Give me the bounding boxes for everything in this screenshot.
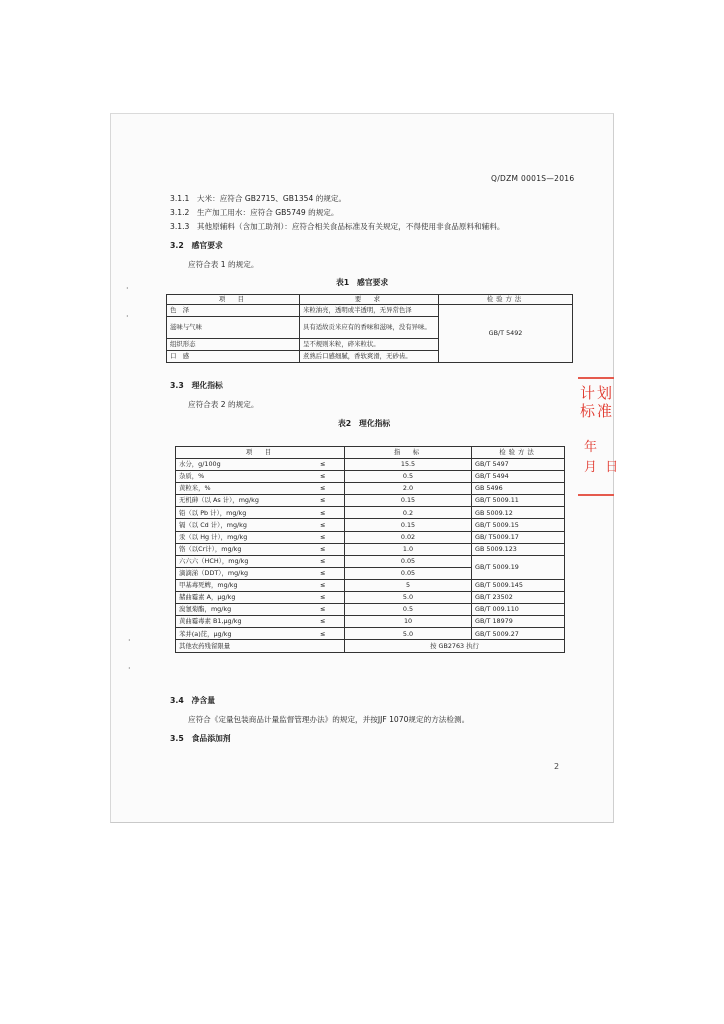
table-cell: GB/T 5009.145: [472, 579, 565, 591]
table-cell: 5: [345, 579, 472, 591]
table-cell: ≤: [302, 592, 345, 604]
document-code: Q/DZM 0001S—2016: [491, 174, 575, 183]
table-cell: 0.02: [345, 531, 472, 543]
table-cell: ≤: [302, 616, 345, 628]
table-cell: 0.2: [345, 507, 472, 519]
table-cell: 赭曲霉素 A，μg/kg: [176, 592, 302, 604]
table-cell: ≤: [302, 459, 345, 471]
table-cell: ≤: [302, 555, 345, 567]
table-cell: 2.0: [345, 483, 472, 495]
stamp-bottom-line: [578, 494, 614, 496]
stamp-line-2: 标准: [580, 402, 615, 420]
table1-caption: 表1 感官要求: [336, 278, 389, 287]
stamp-line-1: 计划: [580, 384, 615, 402]
section-3-2-text: 应符合表 1 的规定。: [188, 260, 259, 269]
table-cell: GB/T 5009.19: [472, 555, 565, 579]
table-cell: 15.5: [345, 459, 472, 471]
table-cell: ≤: [302, 495, 345, 507]
table-cell: 按 GB2763 执行: [345, 640, 565, 652]
section-3-2-title: 3.2 感官要求: [170, 241, 223, 250]
table-cell: 苯并(a)芘，μg/kg: [176, 628, 302, 640]
section-3-3-title: 3.3 理化指标: [170, 381, 223, 390]
table-cell: GB/T 18979: [472, 616, 565, 628]
table-cell: 煮熟后口感细腻，香软爽滑，无砂齿。: [300, 351, 439, 363]
table-cell: 滋味与气味: [167, 317, 300, 339]
section-3-4-title: 3.4 净含量: [170, 696, 215, 705]
table-cell: GB/T 5009.15: [472, 519, 565, 531]
table-cell: 0.5: [345, 471, 472, 483]
table-cell: 0.05: [345, 555, 472, 567]
scan-dot: ·: [126, 312, 129, 321]
table-cell: 0.15: [345, 495, 472, 507]
table-cell: ≤: [302, 507, 345, 519]
clause-3-1-1: 3.1.1 大米：应符合 GB2715、GB1354 的规定。: [170, 194, 347, 203]
table-cell: 口 感: [167, 351, 300, 363]
stamp-top-line: [578, 377, 614, 379]
table2-header-item: 项 目: [176, 447, 345, 459]
stamp-line-4: 月 日: [584, 460, 619, 475]
table1-header-req: 要 求: [300, 295, 439, 305]
clause-3-1-3: 3.1.3 其他原辅料（含加工助剂）：应符合相关食品标准及有关规定，不得使用非食品原料和辅料。: [170, 222, 505, 231]
table1-header-item: 项 目: [167, 295, 300, 305]
table-cell: 铬（以Cr计），mg/kg: [176, 543, 302, 555]
clause-3-1-2: 3.1.2 生产加工用水：应符合 GB5749 的规定。: [170, 208, 339, 217]
table-cell: GB/T 5494: [472, 471, 565, 483]
table-cell: GB/T 5009.11: [472, 495, 565, 507]
table-cell: 水分，g/100g: [176, 459, 302, 471]
table1-header-method: 检验方法: [439, 295, 573, 305]
table-cell: 黄曲霉毒素 B1,μg/kg: [176, 616, 302, 628]
scan-dot: ·: [128, 664, 131, 673]
physicochemical-table: [175, 446, 565, 653]
table-cell: 0.15: [345, 519, 472, 531]
table-cell: 甲基毒死蜱，mg/kg: [176, 579, 302, 591]
table-cell: ≤: [302, 543, 345, 555]
table-cell: 六六六（HCH），mg/kg: [176, 555, 302, 567]
table2-header-value: 指 标: [345, 447, 472, 459]
table-cell: 色 泽: [167, 305, 300, 317]
table-cell: ≤: [302, 531, 345, 543]
table-cell: 1.0: [345, 543, 472, 555]
table-cell: GB/T 5497: [472, 459, 565, 471]
table-cell: 镉（以 Cd 计），mg/kg: [176, 519, 302, 531]
sensory-table: [166, 294, 573, 363]
table-cell: 汞（以 Hg 计），mg/kg: [176, 531, 302, 543]
table-cell: GB/T 23502: [472, 592, 565, 604]
table-cell: ≤: [302, 604, 345, 616]
table-cell: GB/T 5009.27: [472, 628, 565, 640]
table-cell: 0.5: [345, 604, 472, 616]
section-3-4-text: 应符合《定量包装商品计量监督管理办法》的规定，并按JJF 1070规定的方法检测。: [188, 715, 470, 724]
table-cell: GB 5009.123: [472, 543, 565, 555]
page-number: 2: [554, 762, 560, 771]
scan-dot: ·: [126, 284, 129, 293]
table-cell: GB/ T5009.17: [472, 531, 565, 543]
table-cell: ≤: [302, 567, 345, 579]
table-cell: 10: [345, 616, 472, 628]
table-cell: 铅（以 Pb 计），mg/kg: [176, 507, 302, 519]
scan-dot: ·: [128, 636, 131, 645]
table-cell: GB 5009.12: [472, 507, 565, 519]
table-cell: ≤: [302, 471, 345, 483]
table-cell: ≤: [302, 579, 345, 591]
section-3-5-title: 3.5 食品添加剂: [170, 734, 231, 743]
table-cell: 溴氰菊酯，mg/kg: [176, 604, 302, 616]
table-cell: 滴滴涕（DDT），mg/kg: [176, 567, 302, 579]
table-cell: 5.0: [345, 628, 472, 640]
table-cell: 组织形态: [167, 339, 300, 351]
table-cell: 0.05: [345, 567, 472, 579]
table-cell: GB/T 009.110: [472, 604, 565, 616]
table-cell: 具有适故贡米应有的香味和滋味，没有异味。: [300, 317, 439, 339]
stamp-line-3: 年: [584, 440, 598, 455]
table-cell: 米粒油亮，透明或半透明，无异常色泽: [300, 305, 439, 317]
section-3-3-text: 应符合表 2 的规定。: [188, 400, 259, 409]
table-cell: 呈不规则米粒，碎米粒状。: [300, 339, 439, 351]
table-cell: 其他农药残留限量: [176, 640, 345, 652]
table-cell: ≤: [302, 483, 345, 495]
table2-caption: 表2 理化指标: [338, 419, 391, 428]
table-cell: 无机砷（以 As 计），mg/kg: [176, 495, 302, 507]
table-cell: ≤: [302, 628, 345, 640]
table2-header-method: 检验方法: [472, 447, 565, 459]
table-cell: ≤: [302, 519, 345, 531]
table-cell: 杂质，%: [176, 471, 302, 483]
table-cell: 黄粒米，%: [176, 483, 302, 495]
table-cell: 5.0: [345, 592, 472, 604]
table-cell: GB 5496: [472, 483, 565, 495]
table1-method-cell: GB/T 5492: [439, 305, 573, 363]
